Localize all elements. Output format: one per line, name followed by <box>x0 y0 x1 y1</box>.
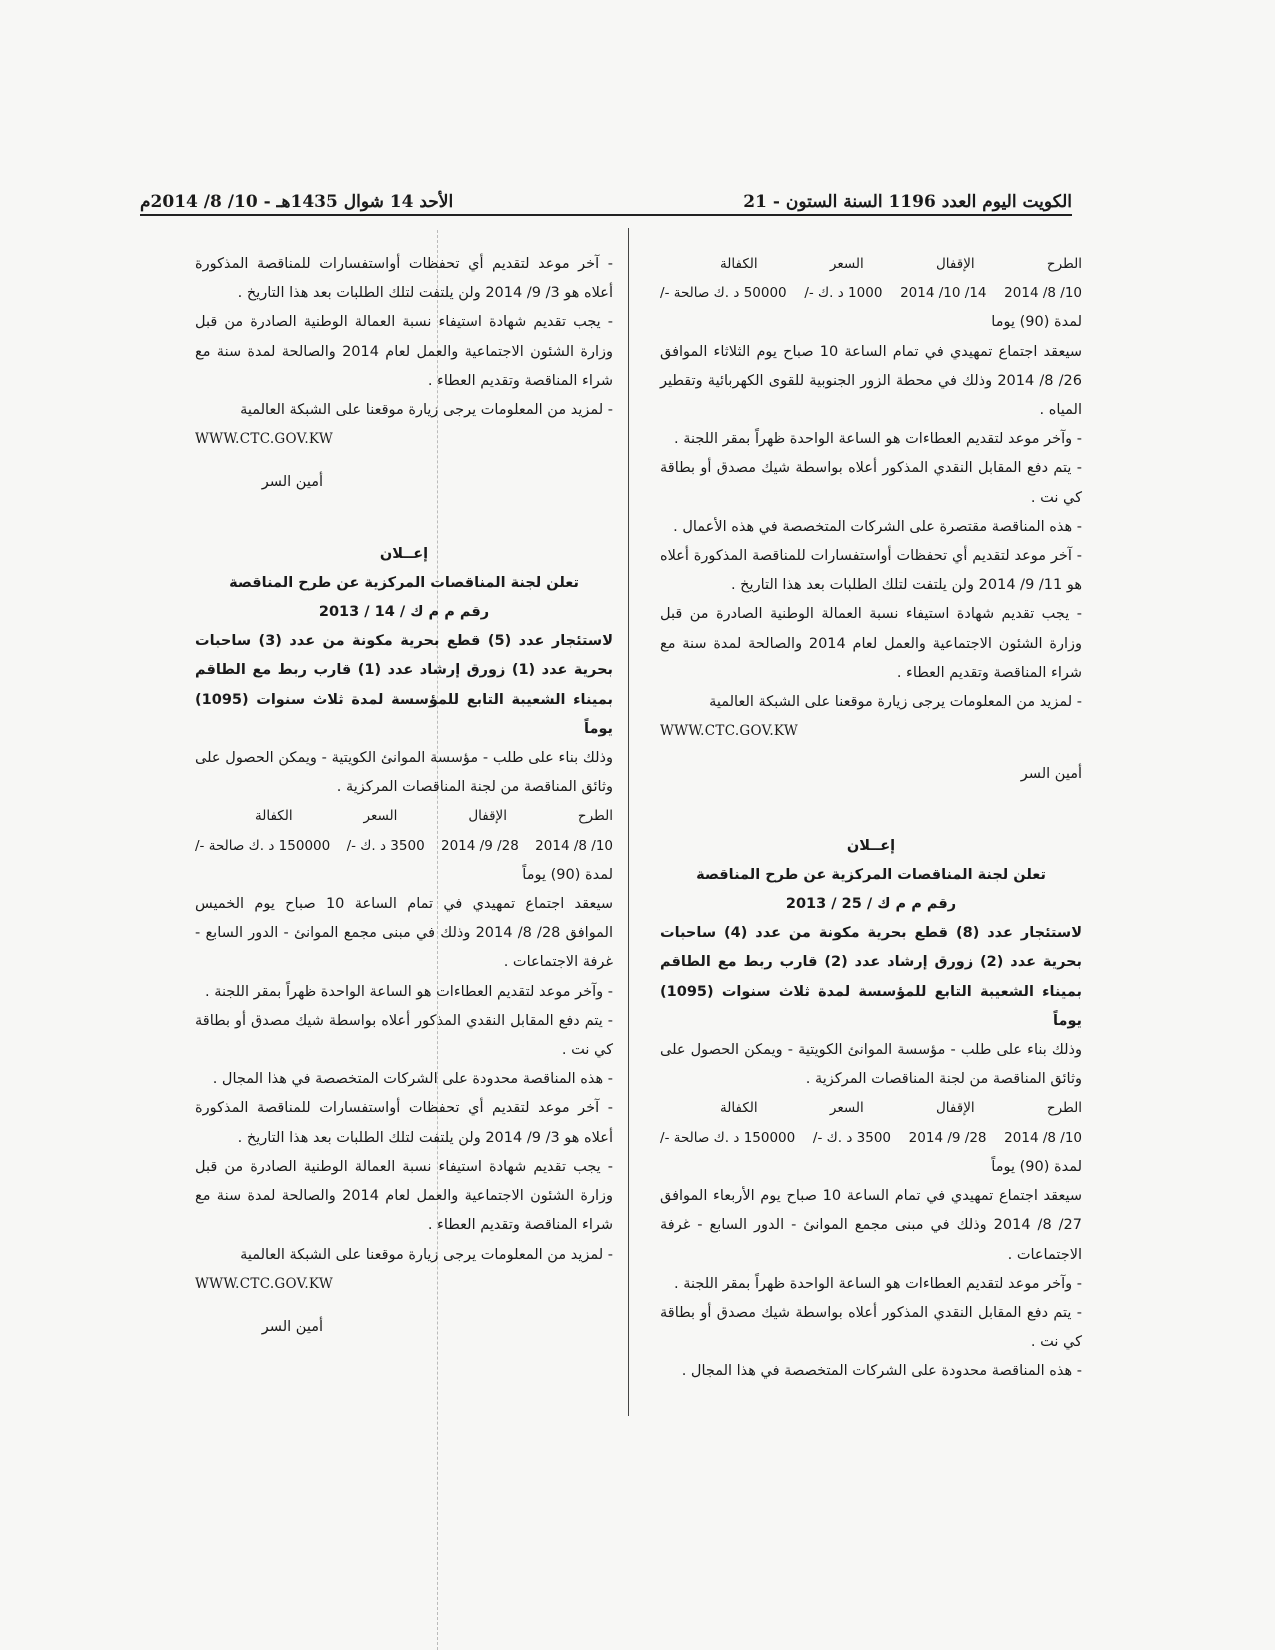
request-paragraph: وذلك بناء على طلب - مؤسسة الموانئ الكويتية - ويمكن الحصول على وثائق المناقصة من لجنة المناقصات المركزية . <box>195 750 613 796</box>
tender-table-header <box>660 1094 1082 1123</box>
tender-number: رقم م م ك / 25 / 2013 <box>785 896 957 913</box>
deadline-paragraph: - وآخر موعد لتقديم العطاءات هو الساعة الواحدة ظهراً بمقر اللجنة . <box>205 983 613 1000</box>
signature: أمين السر <box>261 474 323 491</box>
restriction-paragraph: - هذه المناقصة مقتصرة على الشركات المتخصصة في هذه الأعمال . <box>673 518 1082 535</box>
table-cell: 150000 د .ك صالحة -/ <box>660 1129 796 1146</box>
inquiries-paragraph: - آخر موعد لتقديم أي تحفظات أواستفسارات للمناقصة المذكورة أعلاه هو 3/ 9/ 2014 ولن يلتفت لتلك الطلبات بعد هذا التاريخ . <box>195 256 613 302</box>
payment-paragraph: - يتم دفع المقابل النقدي المذكور أعلاه بواسطة شيك مصدق أو بطاقة كي نت . <box>660 1304 1082 1351</box>
table-cell: 28/ 9/ 2014 <box>908 1129 987 1146</box>
table-header-cell: السعر <box>363 808 398 825</box>
table-header-cell: الطرح <box>1046 256 1082 272</box>
table-header-cell: السعر <box>829 1100 864 1117</box>
table-header-cell: الإقفال <box>468 808 507 825</box>
table-cell: 14/ 10/ 2014 <box>900 285 987 302</box>
tender-table-values <box>195 832 613 861</box>
announcement-intro: تعلن لجنة المناقصات المركزية عن طرح المناقصة <box>229 574 579 591</box>
website-url: WWW.CTC.GOV.KW <box>195 1275 334 1292</box>
tender-table-header <box>660 250 1082 279</box>
right-column <box>660 250 1082 1387</box>
table-cell: 28/ 9/ 2014 <box>441 837 519 854</box>
table-cell: 3500 د .ك -/ <box>346 837 425 854</box>
announcement-intro: تعلن لجنة المناقصات المركزية عن طرح المناقصة <box>696 866 1046 883</box>
table-header-cell: الكفالة <box>720 1100 758 1117</box>
signature: أمين السر <box>261 1318 323 1335</box>
website-url: WWW.CTC.GOV.KW <box>660 723 799 740</box>
table-cell: 150000 د .ك صالحة -/ <box>195 837 331 854</box>
table-cell: 1000 د .ك -/ <box>804 285 883 302</box>
more-info-paragraph: - لمزيد من المعلومات يرجى زيارة موقعنا على الشبكة العالمية <box>240 402 613 419</box>
payment-paragraph: - يتم دفع المقابل النقدي المذكور أعلاه بواسطة شيك مصدق أو بطاقة كي نت . <box>660 460 1082 506</box>
tender-table-values <box>660 1124 1082 1153</box>
request-paragraph: وذلك بناء على طلب - مؤسسة الموانئ الكويتية - ويمكن الحصول على وثائق المناقصة من لجنة المناقصات المركزية . <box>660 1042 1082 1088</box>
header-issue-info: الكويت اليوم العدد 1196 السنة الستون - 21 <box>743 192 1072 212</box>
header-date: الأحد 14 شوال 1435هـ - 10/ 8/ 2014م <box>140 192 454 212</box>
announcement-heading: إعــلان <box>846 837 896 854</box>
page-header <box>140 178 1072 212</box>
validity-text: لمدة (90) يوماً <box>991 1158 1082 1175</box>
signature: أمين السر <box>1020 766 1082 783</box>
deadline-paragraph: - وآخر موعد لتقديم العطاءات هو الساعة الواحدة ظهراً بمقر اللجنة . <box>674 1275 1082 1292</box>
table-header-cell: الإقفال <box>936 256 975 272</box>
inquiries-paragraph: - آخر موعد لتقديم أي تحفظات أواستفسارات للمناقصة المذكورة أعلاه هو 11/ 9/ 2014 ولن يلتفت لتلك الطلبات بعد هذا التاريخ . <box>660 548 1082 594</box>
certificate-paragraph: - يجب تقديم شهادة استيفاء نسبة العمالة الوطنية الصادرة من قبل وزارة الشئون الاجتماعية والعمل لعام 2014 والصالحة لمدة سنة مع شراء المناقصة وتقديم العطاء . <box>195 1158 613 1234</box>
inquiries-paragraph: - آخر موعد لتقديم أي تحفظات أواستفسارات للمناقصة المذكورة أعلاه هو 3/ 9/ 2014 ولن يلتفت لتلك الطلبات بعد هذا التاريخ . <box>195 1100 613 1146</box>
tender-number: رقم م م ك / 14 / 2013 <box>318 604 490 621</box>
more-info-paragraph: - لمزيد من المعلومات يرجى زيارة موقعنا على الشبكة العالمية <box>709 694 1082 711</box>
table-header-cell: الطرح <box>1046 1100 1082 1117</box>
table-cell: 10/ 8/ 2014 <box>535 837 613 854</box>
more-info-paragraph: - لمزيد من المعلومات يرجى زيارة موقعنا على الشبكة العالمية <box>240 1246 613 1263</box>
tender-table-values <box>660 279 1082 308</box>
left-column <box>195 250 613 1342</box>
meeting-paragraph: سيعقد اجتماع تمهيدي في تمام الساعة 10 صباح يوم الخميس الموافق 28/ 8/ 2014 وذلك في مبنى مجمع الموانئ - الدور السابع - غرفة الاجتماعات . <box>195 896 614 971</box>
table-cell: 10/ 8/ 2014 <box>1004 1129 1082 1146</box>
certificate-paragraph: - يجب تقديم شهادة استيفاء نسبة العمالة الوطنية الصادرة من قبل وزارة الشئون الاجتماعية والعمل لعام 2014 والصالحة لمدة سنة مع شراء المناقصة وتقديم العطاء . <box>195 314 613 389</box>
announcement-heading: إعــلان <box>379 545 429 562</box>
meeting-paragraph: سيعقد اجتماع تمهيدي في تمام الساعة 10 صباح يوم الأربعاء الموافق 27/ 8/ 2014 وذلك في مبنى مجمع الموانئ - الدور السابع - غرفة الاجتماعات . <box>660 1188 1082 1263</box>
header-rule <box>140 214 1072 216</box>
table-header-cell: الكفالة <box>255 808 293 825</box>
certificate-paragraph: - يجب تقديم شهادة استيفاء نسبة العمالة الوطنية الصادرة من قبل وزارة الشئون الاجتماعية والعمل لعام 2014 والصالحة لمدة سنة مع شراء المناقصة وتقديم العطاء . <box>660 606 1082 681</box>
payment-paragraph: - يتم دفع المقابل النقدي المذكور أعلاه بواسطة شيك مصدق أو بطاقة كي نت . <box>195 1012 613 1059</box>
table-cell: 10/ 8/ 2014 <box>1004 285 1082 302</box>
validity-text: لمدة (90) يوماً <box>522 866 613 883</box>
restriction-paragraph: - هذه المناقصة محدودة على الشركات المتخصصة في هذا المجال . <box>212 1071 613 1088</box>
tender-table-header <box>195 802 613 831</box>
table-cell: 3500 د .ك -/ <box>812 1129 891 1146</box>
validity-text: لمدة (90) يوما <box>991 314 1082 331</box>
table-header-cell: السعر <box>829 256 864 272</box>
restriction-paragraph: - هذه المناقصة محدودة على الشركات المتخصصة في هذا المجال . <box>681 1363 1082 1380</box>
table-cell: 50000 د .ك صالحة -/ <box>660 285 787 302</box>
website-url: WWW.CTC.GOV.KW <box>195 431 334 448</box>
tender-subject: لاستئجار عدد (8) قطع بحرية مكونة من عدد (4) ساحبات بحرية عدد (2) زورق إرشاد عدد (2) قارب ربط مع الطاقم بميناء الشعيبة التابع للمؤسسة لمدة ثلاث سنوات (1095) يوماً <box>660 925 1082 1029</box>
meeting-paragraph: سيعقد اجتماع تمهيدي في تمام الساعة 10 صباح يوم الثلاثاء الموافق 26/ 8/ 2014 وذلك في محطة الزور الجنوبية للقوى الكهربائية وتقطير المياه . <box>660 343 1083 419</box>
column-divider <box>628 228 629 1416</box>
table-header-cell: الكفالة <box>720 256 758 272</box>
tender-subject: لاستئجار عدد (5) قطع بحرية مكونة من عدد (3) ساحبات بحرية عدد (1) زورق إرشاد عدد (1) قارب ربط مع الطاقم بميناء الشعيبة التابع للمؤسسة لمدة ثلاث سنوات (1095) يوماً <box>195 633 613 737</box>
deadline-paragraph: - وآخر موعد لتقديم العطاءات هو الساعة الواحدة ظهراً بمقر اللجنة . <box>674 431 1082 448</box>
table-header-cell: الطرح <box>577 808 613 825</box>
table-header-cell: الإقفال <box>936 1100 975 1117</box>
